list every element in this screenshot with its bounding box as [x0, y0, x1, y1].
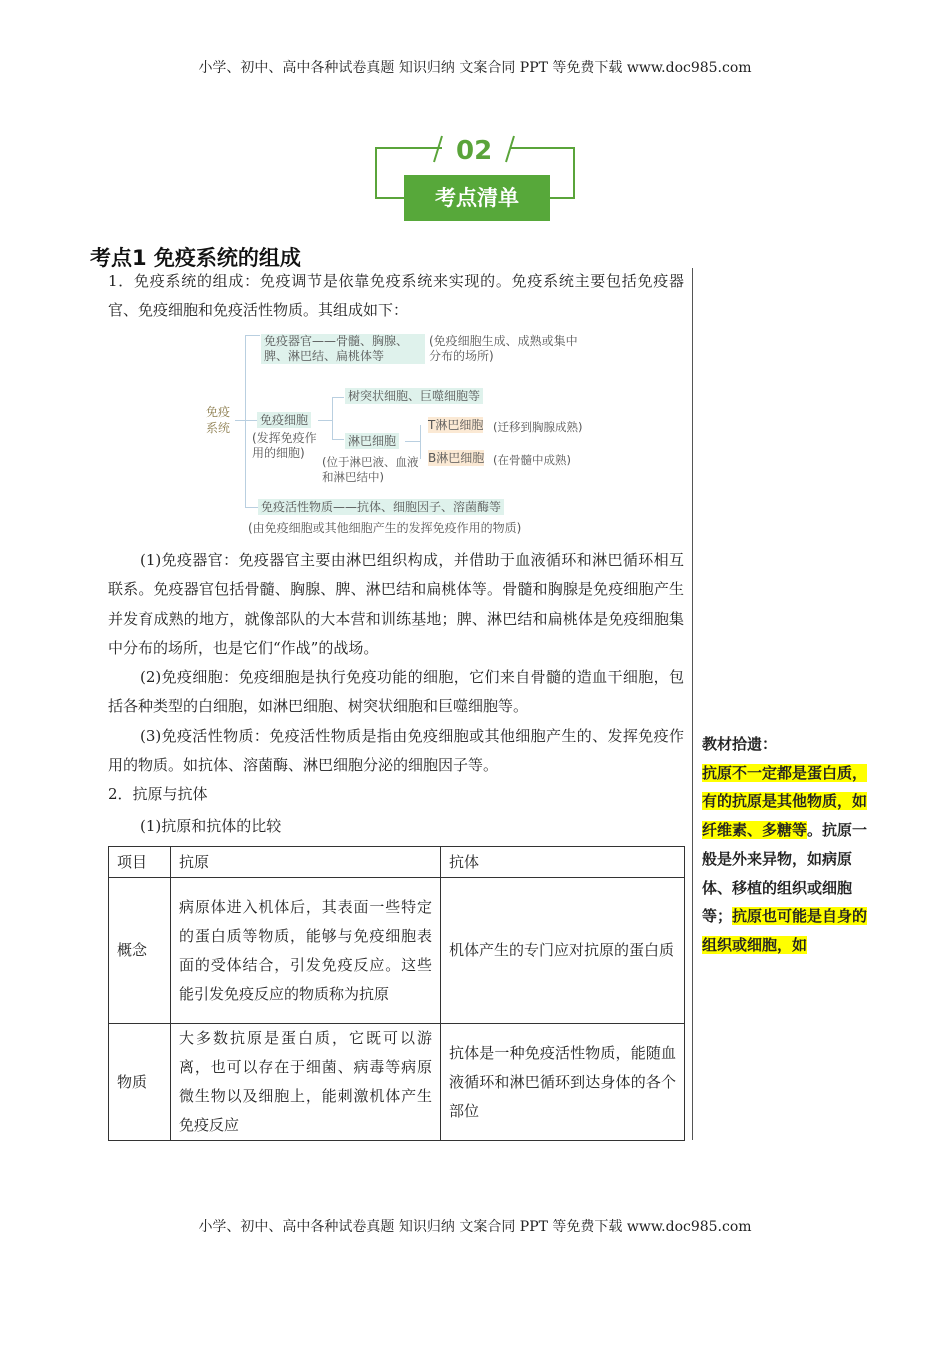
diagram-t-cell: T淋巴细胞	[428, 418, 484, 432]
paragraph-organ: (1)免疫器官：免疫器官主要由淋巴组织构成，并借助于血液循环和淋巴循环相互联系。免疫器官包括骨髓、胸腺、脾、淋巴结和扁桃体等。骨髓和胸腺是免疫细胞产生并发育成熟的地方，就像部队的大本营和训练基地；脾、淋巴结和扁桃体是免疫细胞集中分布的场所，也是它们“作战”的战场。	[108, 551, 684, 657]
table-header: 项目	[109, 847, 171, 878]
paragraph-cell: (2)免疫细胞：免疫细胞是执行免疫功能的细胞，它们来自骨髓的造血干细胞，包括各种类型的白细胞，如淋巴细胞、树突状细胞和巨噬细胞等。	[108, 668, 684, 716]
table-cell: 病原体进入机体后，其表面一些特定的蛋白质等物质，能够与免疫细胞表面的受体结合，引发免疫反应。这些能引发免疫反应的物质称为抗原	[171, 878, 441, 1024]
table-header: 抗原	[171, 847, 441, 878]
sidebar-note	[702, 730, 872, 960]
diagram-b-note: (在骨髓中成熟)	[493, 453, 571, 467]
intro-text: 1．免疫系统的组成：免疫调节是依靠免疫系统来实现的。免疫系统主要包括免疫器官、免疫细胞和免疫活性物质。其组成如下：	[108, 272, 684, 320]
page-footer: 小学、初中、高中各种试卷真题 知识归纳 文案合同 PPT 等免费下载 www.doc985.com	[198, 1219, 752, 1235]
antigen-antibody-table	[108, 846, 685, 1141]
page-header: 小学、初中、高中各种试卷真题 知识归纳 文案合同 PPT 等免费下载 www.doc985.com	[198, 60, 752, 76]
table-cell: 物质	[109, 1024, 171, 1141]
section-title: 考点1 免疫系统的组成	[90, 246, 301, 270]
diagram-organ-note: (免疫细胞生成、成熟或集中分布的场所)	[429, 334, 578, 363]
sidebar-highlight-text: 抗原也可能是自身的组织或细胞，如	[702, 907, 868, 954]
sidebar-highlight-text: 抗原不一定都是蛋白质，有的抗原是其他物质，如纤维素、多糖等	[702, 763, 868, 840]
explanation-paragraphs	[108, 546, 684, 841]
diagram-cell: 免疫细胞	[257, 412, 311, 428]
paragraph-active: (3)免疫活性物质：免疫活性物质是指由免疫细胞或其他细胞产生的、发挥免疫作用的物质。如抗体、溶菌酶、淋巴细胞分泌的细胞因子等。	[108, 726, 684, 775]
diagram-dendritic: 树突状细胞、巨噬细胞等	[345, 388, 483, 404]
diagram-active-note: (由免疫细胞或其他细胞产生的发挥免疫作用的物质)	[248, 521, 522, 535]
table-cell: 大多数抗原是蛋白质，它既可以游离，也可以存在于细菌、病毒等病原微生物以及细胞上，能刺激机体产生免疫反应	[171, 1024, 441, 1141]
table-cell: 概念	[109, 878, 171, 1024]
diagram-t-note: (迁移到胸腺成熟)	[493, 420, 583, 434]
diagram-b-cell: B淋巴细胞	[428, 451, 485, 465]
diagram-cell-note: (发挥免疫作用的细胞)	[252, 431, 317, 460]
table-cell: 抗体是一种免疫活性物质，能随血液循环和淋巴循环到达身体的各个部位	[441, 1024, 685, 1141]
immune-system-diagram	[200, 325, 600, 540]
badge-label: 考点清单	[404, 175, 550, 221]
intro-paragraph	[108, 267, 684, 326]
table-cell: 机体产生的专门应对抗原的蛋白质	[441, 878, 685, 1024]
subheading-comparison: (1)抗原和抗体的比较	[140, 816, 282, 835]
table-row	[109, 878, 685, 1024]
diagram-active: 免疫活性物质——抗体、细胞因子、溶菌酶等	[258, 499, 504, 515]
margin-divider	[692, 268, 693, 1140]
table-header: 抗体	[441, 847, 685, 878]
diagram-lymph: 淋巴细胞	[345, 433, 399, 449]
diagram-lymph-note: (位于淋巴液、血液和淋巴结中)	[322, 455, 419, 484]
subheading-antigen-antibody: 2．抗原与抗体	[108, 785, 208, 804]
section-badge	[374, 130, 579, 230]
table-row	[109, 1024, 685, 1141]
sidebar-text: 。抗原一般是外来异物，如病原体、移植的组织或细胞等；	[702, 821, 868, 926]
table-header-row	[109, 847, 685, 878]
sidebar-title: 教材拾遗：	[702, 735, 778, 753]
diagram-organ: 免疫器官——骨髓、胸腺、脾、淋巴结、扁桃体等	[261, 334, 425, 364]
badge-number: 02	[456, 136, 493, 166]
diagram-root: 免疫系统	[206, 405, 231, 435]
